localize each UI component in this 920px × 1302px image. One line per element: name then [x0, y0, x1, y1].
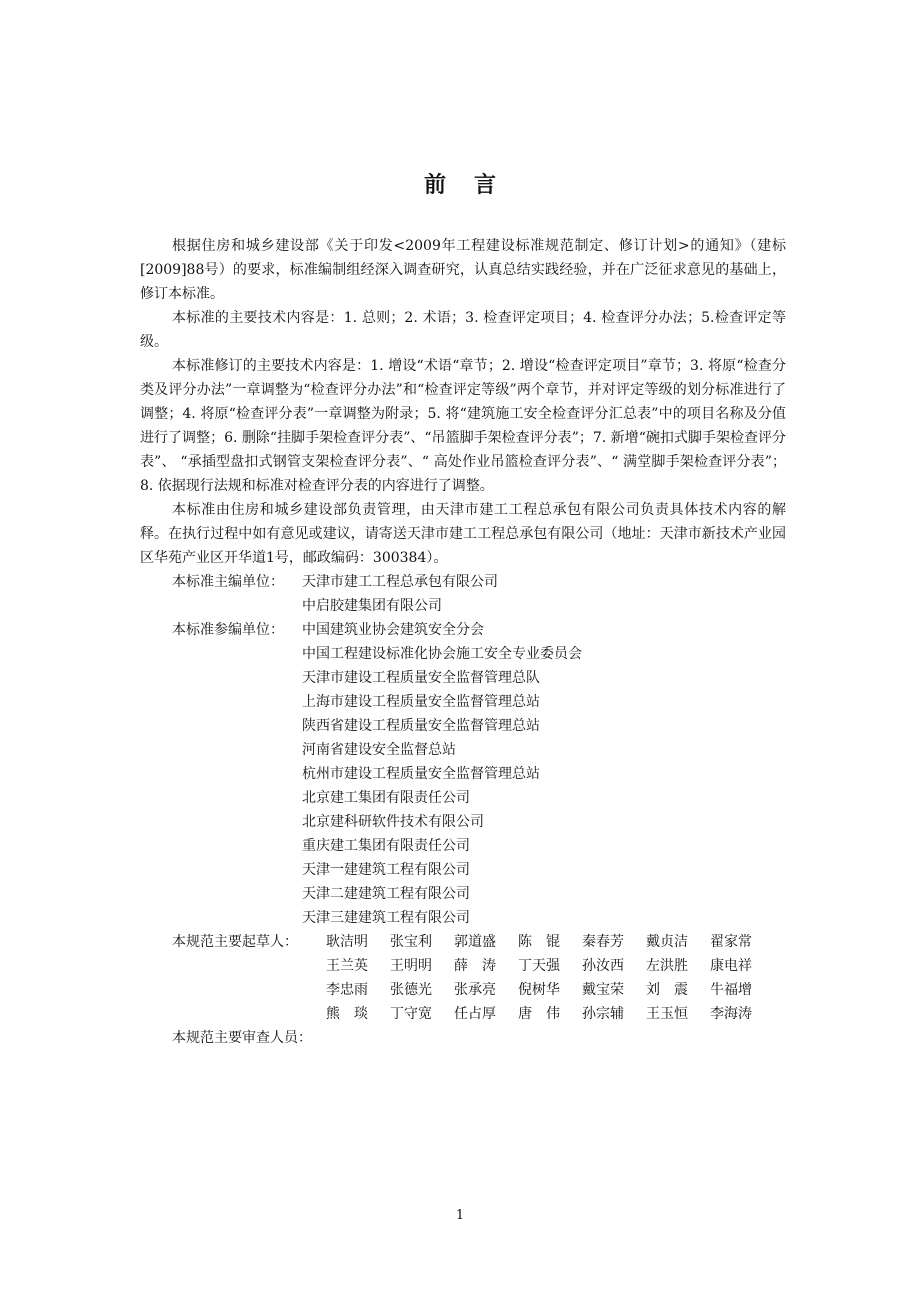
drafter-name: 李海涛 — [710, 1006, 752, 1022]
participating-unit-name: 陕西省建设工程质量安全监督管理总站 — [302, 718, 540, 734]
participating-units-section — [140, 618, 786, 930]
drafter-name: 牛福增 — [710, 982, 752, 998]
participating-unit-row — [140, 786, 786, 810]
drafter-name: 倪树华 — [518, 982, 560, 998]
drafter-name: 孙宗辅 — [582, 1006, 624, 1022]
drafter-name: 熊 琰 — [326, 1006, 368, 1022]
participating-unit-name: 上海市建设工程质量安全监督管理总站 — [302, 694, 540, 710]
participating-unit-name: 北京建工集团有限责任公司 — [302, 790, 470, 806]
chief-units-label: 本标准主编单位： — [172, 574, 284, 590]
participating-unit-row — [140, 714, 786, 738]
drafter-names — [326, 1002, 774, 1026]
drafter-name: 耿洁明 — [326, 934, 368, 950]
participating-unit-row — [140, 858, 786, 882]
participating-unit-row — [140, 810, 786, 834]
chief-unit-row — [140, 570, 786, 594]
participating-unit-row — [140, 762, 786, 786]
paragraph-revision-content: 本标准修订的主要技术内容是：1. 增设“术语“章节；2. 增设“检查评定项目”章节；3. 将原“检查分类及评分办法”一章调整为“检查评分办法”和“检查评定等级”两个章节，并对评定等级的划分标准进行了调整；4. 将原“检查评分表”一章调整为附录；5. 将“建筑施工安全检查评分汇总表”中的项目名称及分值进行了调整；6. 删除“挂脚手架检查评分表”、“吊篮脚手架检查评分表”；7. 新增“碗扣式脚手架检查评分表”、 “承插型盘扣式钢管支架检查评分表”、“ 高处作业吊篮检查评分表”、“ 满堂脚手架检查评分表”；8. 依据现行法规和标准对检查评分表的内容进行了调整。 — [140, 358, 786, 494]
drafter-names — [326, 978, 774, 1002]
drafter-row — [140, 954, 786, 978]
drafter-name: 康电祥 — [710, 958, 752, 974]
drafter-names — [326, 954, 774, 978]
drafter-name: 张承亮 — [454, 982, 496, 998]
participating-unit-row — [140, 666, 786, 690]
document-body — [140, 234, 786, 1050]
reviewers-label: 本规范主要审查人员： — [172, 1030, 312, 1046]
drafter-name: 戴贞洁 — [646, 934, 688, 950]
drafter-names — [326, 930, 774, 954]
drafter-name: 王兰英 — [326, 958, 368, 974]
drafter-name: 丁守宽 — [390, 1006, 432, 1022]
participating-unit-name: 天津一建建筑工程有限公司 — [302, 862, 470, 878]
chief-units-section — [140, 570, 786, 618]
participating-unit-name: 天津三建建筑工程有限公司 — [302, 910, 470, 926]
participating-unit-name: 天津二建建筑工程有限公司 — [302, 886, 470, 902]
drafter-name: 陈 锟 — [518, 934, 560, 950]
participating-unit-row — [140, 834, 786, 858]
chief-unit-name: 天津市建工工程总承包有限公司 — [302, 574, 498, 590]
participating-unit-name: 北京建科研软件技术有限公司 — [302, 814, 484, 830]
drafters-label: 本规范主要起草人： — [172, 934, 298, 950]
participating-unit-row — [140, 618, 786, 642]
drafter-name: 戴宝荣 — [582, 982, 624, 998]
drafter-name: 翟家常 — [710, 934, 752, 950]
page-title: 前言 — [423, 173, 524, 198]
participating-unit-name: 天津市建设工程质量安全监督管理总队 — [302, 670, 540, 686]
drafter-row — [140, 978, 786, 1002]
paragraph-main-content: 本标准的主要技术内容是：1. 总则；2. 术语；3. 检查评定项目；4. 检查评分办法；5.检查评定等级。 — [140, 310, 786, 350]
drafter-name: 薛 涛 — [454, 958, 496, 974]
drafter-name: 秦春芳 — [582, 934, 624, 950]
participating-unit-name: 杭州市建设工程质量安全监督管理总站 — [302, 766, 540, 782]
drafter-name: 左洪胜 — [646, 958, 688, 974]
drafter-name: 张德光 — [390, 982, 432, 998]
drafter-name: 刘 震 — [646, 982, 688, 998]
participating-unit-row — [140, 882, 786, 906]
participating-unit-row — [140, 738, 786, 762]
chief-unit-name: 中启胶建集团有限公司 — [302, 598, 442, 614]
paragraph-management: 本标准由住房和城乡建设部负责管理，由天津市建工工程总承包有限公司负责具体技术内容的解释。在执行过程中如有意见或建议，请寄送天津市建工工程总承包有限公司（地址：天津市新技术产业园区华苑产业区开华道1号，邮政编码：300384）。 — [140, 502, 786, 566]
drafter-name: 郭道盛 — [454, 934, 496, 950]
drafter-name: 王明明 — [390, 958, 432, 974]
participating-unit-name: 河南省建设安全监督总站 — [302, 742, 456, 758]
drafter-name: 任占厚 — [454, 1006, 496, 1022]
paragraph-basis: 根据住房和城乡建设部《关于印发<2009年工程建设标准规范制定、修订计划>的通知》（建标[2009]88号）的要求，标准编制组经深入调查研究，认真总结实践经验，并在广泛征求意见的基础上，修订本标准。 — [140, 238, 786, 302]
chief-unit-row — [140, 594, 786, 618]
participating-unit-row — [140, 642, 786, 666]
drafter-row — [140, 1002, 786, 1026]
drafter-name: 李忠雨 — [326, 982, 368, 998]
participating-unit-name: 重庆建工集团有限责任公司 — [302, 838, 470, 854]
participating-unit-name: 中国工程建设标准化协会施工安全专业委员会 — [302, 646, 582, 662]
participating-units-label: 本标准参编单位： — [172, 622, 284, 638]
drafter-name: 张宝利 — [390, 934, 432, 950]
drafter-name: 孙汝西 — [582, 958, 624, 974]
drafters-section — [140, 930, 786, 1026]
participating-unit-row — [140, 906, 786, 930]
page-number: 1 — [455, 1208, 465, 1223]
participating-unit-name: 中国建筑业协会建筑安全分会 — [302, 622, 484, 638]
participating-unit-row — [140, 690, 786, 714]
drafter-name: 唐 伟 — [518, 1006, 560, 1022]
drafter-row — [140, 930, 786, 954]
drafter-name: 王玉恒 — [646, 1006, 688, 1022]
drafter-name: 丁天强 — [518, 958, 560, 974]
